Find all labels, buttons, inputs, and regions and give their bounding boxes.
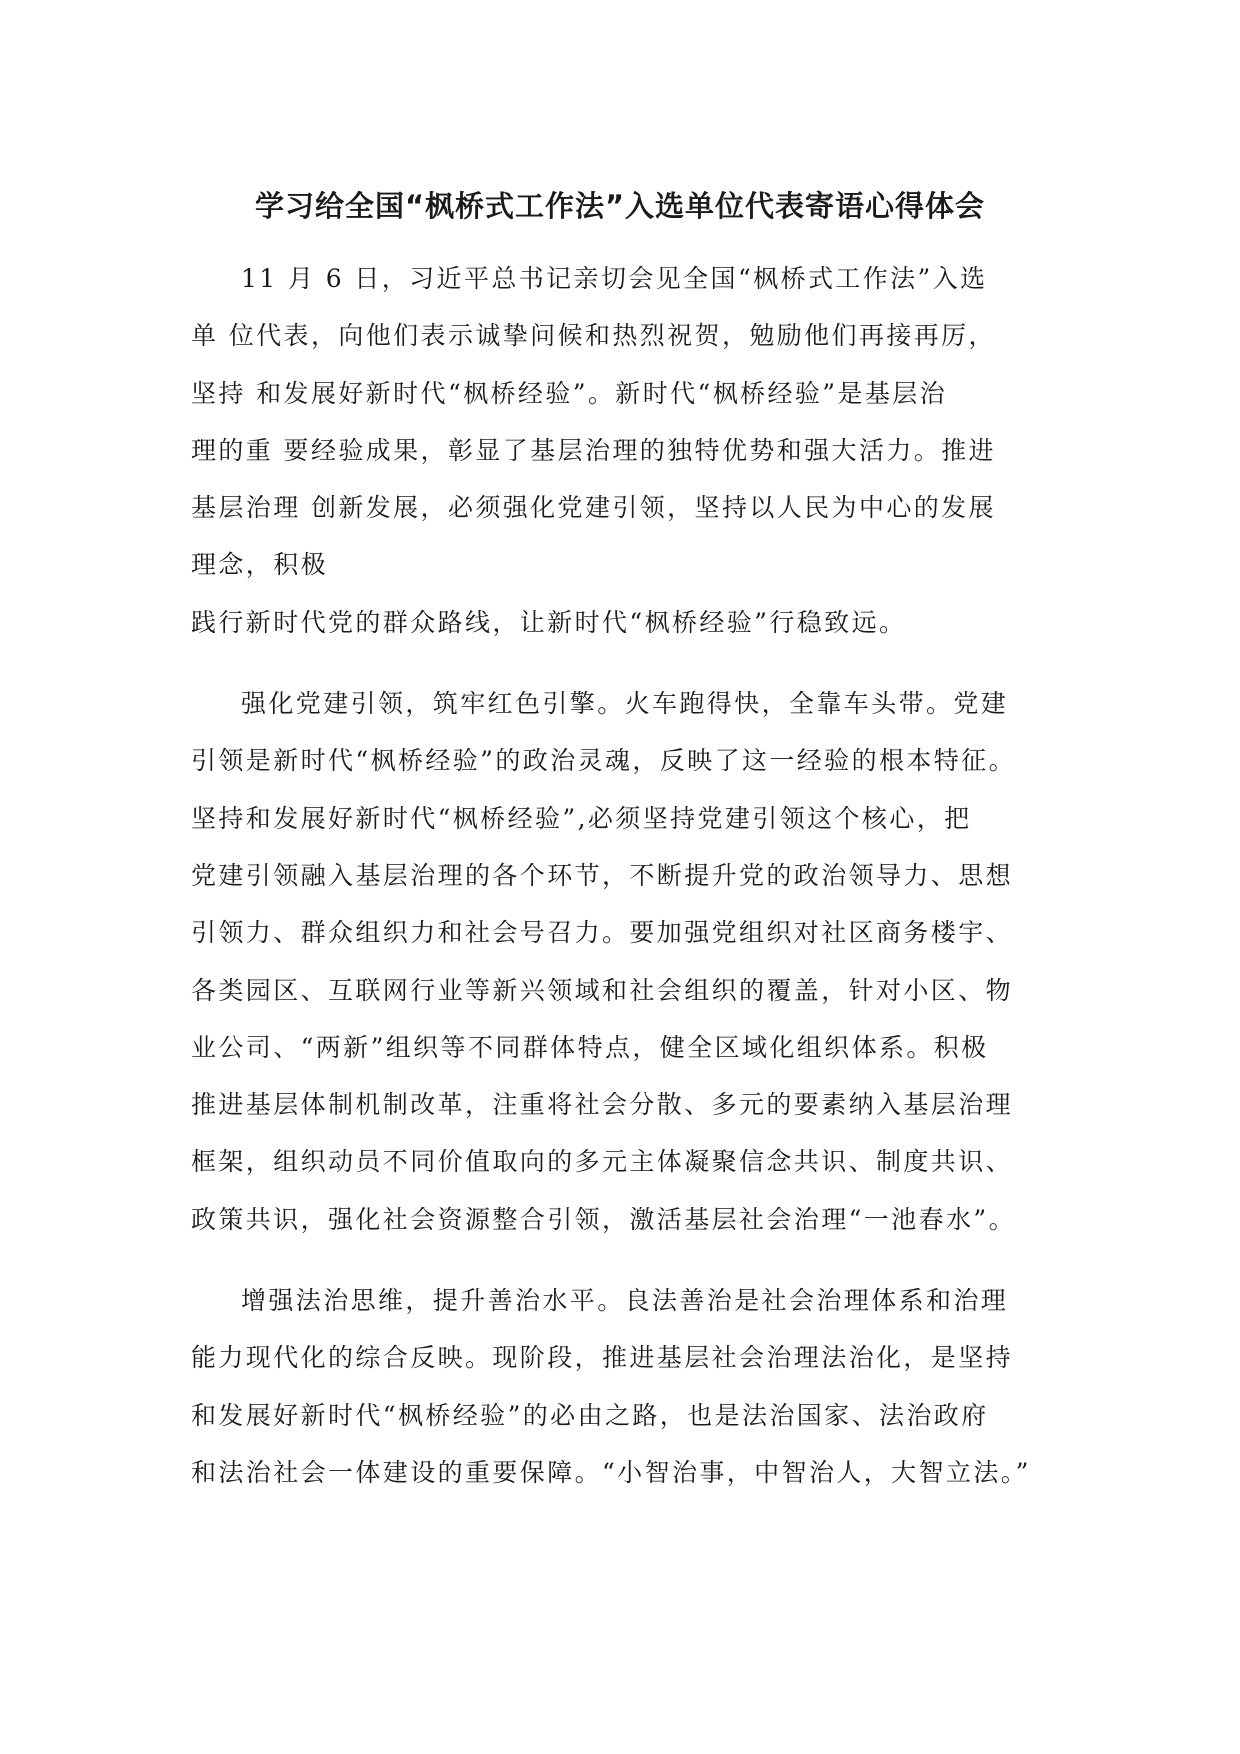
paragraph-line: 各类园区、互联网行业等新兴领域和社会组织的覆盖，针对小区、物 xyxy=(191,975,1014,1005)
paragraph-line: 框架，组织动员不同价值取向的多元主体凝聚信念共识、制度共识、 xyxy=(191,1147,1014,1177)
paragraph-line: 理的重 要经验成果，彰显了基层治理的独特优势和强大活力。推进 xyxy=(191,435,996,465)
paragraph-line: 单 位代表，向他们表示诚挚问候和热烈祝贺，勉励他们再接再厉， xyxy=(191,321,996,351)
paragraph-line: 和发展好新时代“枫桥经验”的必由之路，也是法治国家、法治政府 xyxy=(191,1400,989,1430)
paragraph-line: 能力现代化的综合反映。现阶段，推进基层社会治理法治化，是坚持 xyxy=(191,1343,1014,1373)
paragraph-1 xyxy=(191,250,1051,651)
paragraph-line: 理念，积极 xyxy=(191,550,329,580)
paragraph-line: 业公司、“两新”组织等不同群体特点，健全区域化组织体系。积极 xyxy=(191,1032,989,1062)
document-title: 学习给全国“枫桥式工作法”入选单位代表寄语心得体会 xyxy=(254,189,986,223)
paragraph-3 xyxy=(191,1272,1051,1501)
paragraph-line: 坚持和发展好新时代“枫桥经验”,必须坚持党建引领这个核心，把 xyxy=(191,803,972,833)
paragraph-line: 11 月 6 日，习近平总书记亲切会见全国“枫桥式工作法”入选 xyxy=(241,264,988,293)
paragraph-line: 践行新时代党的群众路线，让新时代“枫桥经验”行稳致远。 xyxy=(191,607,907,637)
paragraph-line: 基层治理 创新发展，必须强化党建引领，坚持以人民为中心的发展 xyxy=(191,493,996,523)
paragraph-line: 坚持 和发展好新时代“枫桥经验”。新时代“枫桥经验”是基层治 xyxy=(191,378,948,408)
paragraph-2 xyxy=(191,675,1051,1248)
paragraph-line: 引领力、群众组织力和社会号召力。要加强党组织对社区商务楼宇、 xyxy=(191,918,1014,948)
paragraph-line: 强化党建引领，筑牢红色引擎。火车跑得快，全靠车头带。党建 xyxy=(241,689,1009,719)
paragraph-line: 政策共识，强化社会资源整合引领，激活基层社会治理“一池春水”。 xyxy=(191,1204,1016,1234)
paragraph-gap xyxy=(191,651,1051,675)
paragraph-line: 和法治社会一体建设的重要保障。“小智治事，中智治人，大智立法。” xyxy=(191,1457,1031,1487)
document-body xyxy=(191,250,1051,1501)
paragraph-line: 增强法治思维，提升善治水平。良法善治是社会治理体系和治理 xyxy=(241,1286,1009,1316)
paragraph-line: 引领是新时代“枫桥经验”的政治灵魂，反映了这一经验的根本特征。 xyxy=(191,746,1016,776)
paragraph-gap xyxy=(191,1248,1051,1272)
paragraph-line: 党建引领融入基层治理的各个环节，不断提升党的政治领导力、思想 xyxy=(191,860,1014,890)
paragraph-line: 推进基层体制机制改革，注重将社会分散、多元的要素纳入基层治理 xyxy=(191,1090,1014,1120)
